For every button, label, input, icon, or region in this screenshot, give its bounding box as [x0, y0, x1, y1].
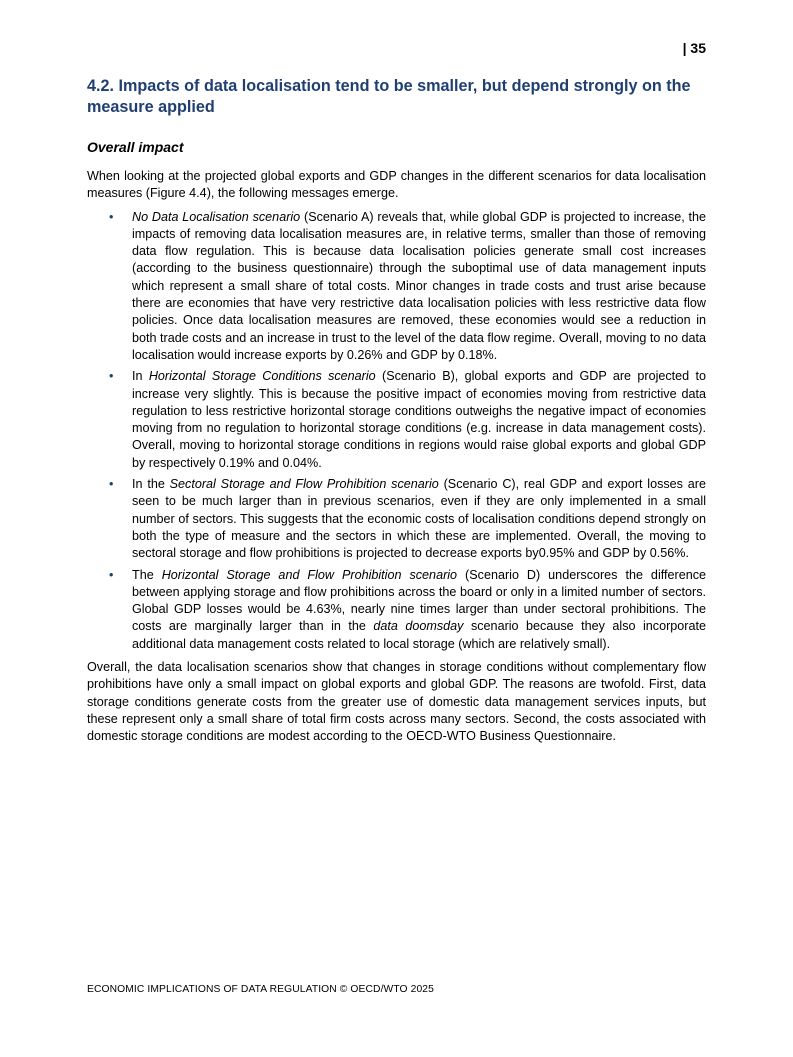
- scenario-name: Sectoral Storage and Flow Prohibition scenario: [169, 477, 439, 492]
- conclusion-paragraph: Overall, the data localisation scenarios show that changes in storage conditions without complementary flow prohibitions have only a small impact on global exports and global GDP. The reasons are twofold. First, data storage conditions generate costs from the greater use of domestic data management services inputs, but these represent only a small share of total firm costs across many sectors. Second, the costs associated with domestic storage conditions are modest according to the OECD-WTO Business Questionnaire.: [87, 660, 706, 744]
- list-item: [87, 368, 706, 472]
- scenario-name: Horizontal Storage and Flow Prohibition scenario: [161, 567, 458, 582]
- bullet-text: (Scenario A) reveals that, while global GDP is projected to increase, the impacts of removing data localisation measures are, in relative terms, smaller than those of removing data flow regulation. This is because data localisation policies generate small cost increases (according to the business questionnaire) through the suboptimal use of data management inputs which represent a small share of total costs. Minor changes in trade costs and trust arise because there are economies that have very restrictive data localisation policies with less restrictive data flow policies. Once data localisation measures are removed, these economies would see a reduction in both trade costs and an increase in trust to the level of the data flow regime. Overall, moving to no data localisation would increase exports by 0.26% and GDP by 0.18%.: [132, 209, 707, 362]
- list-item: [87, 209, 706, 365]
- scenario-name: Horizontal Storage Conditions scenario: [148, 369, 376, 384]
- intro-paragraph: When looking at the projected global exports and GDP changes in the different scenarios for data localisation measures (Figure 4.4), the following messages emerge.: [87, 169, 706, 201]
- bullet-text-continued: scenario because they also incorporate additional data management costs related to local storage (which are relatively small).: [132, 619, 707, 651]
- bullet-icon: •: [109, 567, 114, 582]
- bullet-icon: •: [109, 369, 114, 384]
- list-item: [87, 476, 706, 562]
- subheading: Overall impact: [87, 139, 184, 155]
- scenario-term: data doomsday: [373, 619, 464, 634]
- bullet-text: (Scenario C), real GDP and export losses are seen to be much larger than in previous scenarios, even if they are only implemented in a small number of sectors. This suggests that the economic costs of localisation conditions depend strongly on both the type of measure and the sectors in which these are implemented. Overall, the moving to sectoral storage and flow prohibitions is projected to decrease exports by0.95% and GDP by 0.56%.: [132, 477, 707, 561]
- list-item: [87, 567, 706, 653]
- section-heading: 4.2. Impacts of data localisation tend to be smaller, but depend strongly on the measure applied: [87, 77, 691, 116]
- bullet-lead: In: [132, 369, 149, 384]
- bullet-icon: •: [109, 209, 114, 224]
- scenario-list: [87, 209, 706, 653]
- bullet-lead: The: [132, 567, 162, 582]
- page-footer: ECONOMIC IMPLICATIONS OF DATA REGULATION © OECD/WTO 2025: [87, 984, 434, 995]
- bullet-icon: •: [109, 477, 114, 492]
- bullet-text: (Scenario D) underscores the difference between applying storage and flow prohibitions across the board or only in a limited number of sectors. Global GDP losses would be 4.63%, nearly nine times larger than under sectoral prohibitions. The costs are marginally larger than in the: [132, 567, 707, 634]
- main-content: [87, 76, 706, 746]
- scenario-name: No Data Localisation scenario: [132, 209, 301, 224]
- bullet-lead: In the: [132, 477, 170, 492]
- bullet-text: (Scenario B), global exports and GDP are projected to increase very slightly. This is because the positive impact of economies moving from restrictive data regulation to less restrictive horizontal storage conditions outweighs the negative impact of economies moving from no regulation to horizontal storage conditions (e.g. increase in data management costs). Overall, moving to horizontal storage conditions in regions would raise global exports and global GDP by respectively 0.19% and 0.04%.: [132, 369, 706, 470]
- page-number: | 35: [682, 40, 706, 56]
